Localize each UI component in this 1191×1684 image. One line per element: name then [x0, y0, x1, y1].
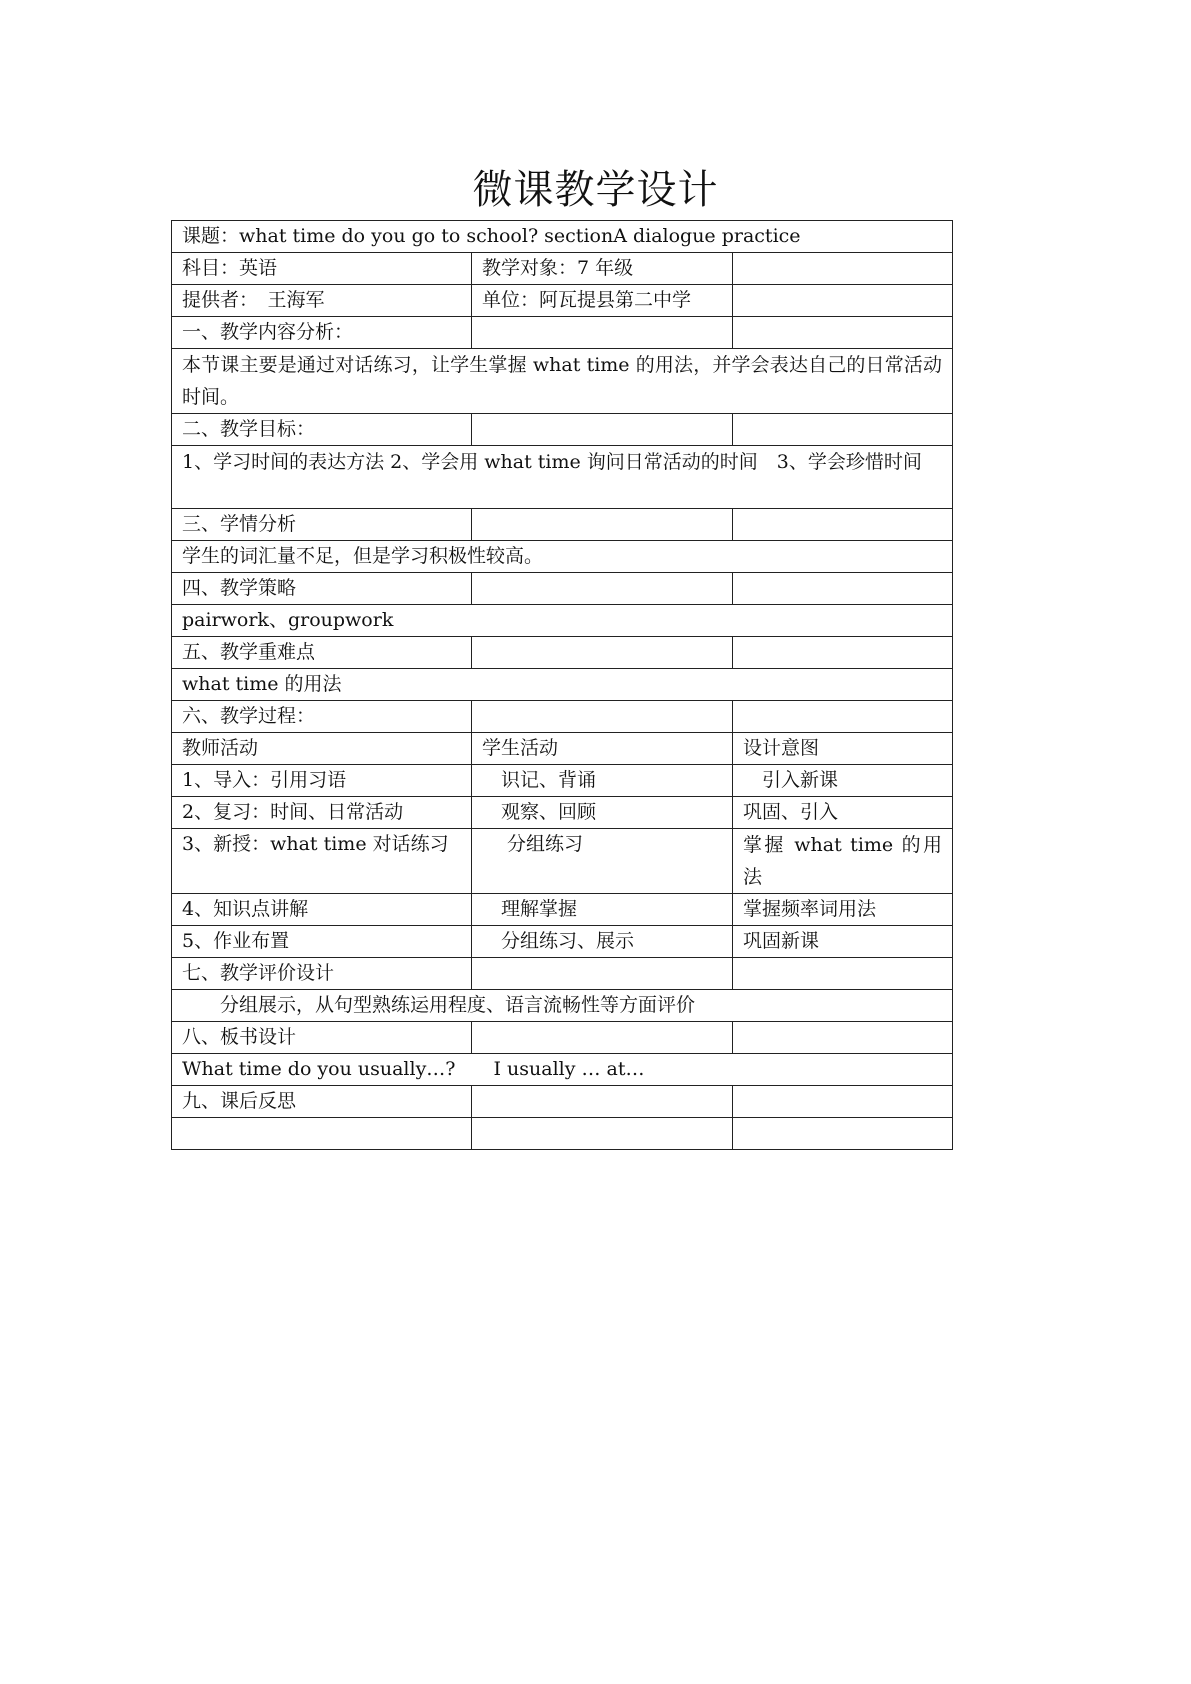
table-cell: What time do you usually…? I usually … at… — [172, 1054, 953, 1086]
table-cell: 1、导入：引用习语 — [172, 765, 472, 797]
table-row — [172, 446, 953, 509]
table-cell: 本节课主要是通过对话练习，让学生掌握 what time 的用法，并学会表达自己的日常活动时间。 — [172, 349, 953, 414]
table-cell: 分组展示，从句型熟练运用程度、语言流畅性等方面评价 — [172, 990, 953, 1022]
table-row — [172, 669, 953, 701]
table-row — [172, 637, 953, 669]
table-row — [172, 1118, 953, 1150]
table-cell — [733, 414, 953, 446]
table-cell: 学生活动 — [472, 733, 733, 765]
table-cell: 识记、背诵 — [472, 765, 733, 797]
table-cell: 五、教学重难点 — [172, 637, 472, 669]
table-cell: 分组练习、展示 — [472, 926, 733, 958]
table-row — [172, 829, 953, 894]
page-title: 微课教学设计 — [472, 167, 719, 213]
table-cell — [733, 317, 953, 349]
table-cell — [472, 701, 733, 733]
table-row — [172, 541, 953, 573]
table-row — [172, 1054, 953, 1086]
table-cell — [472, 414, 733, 446]
table-cell: 观察、回顾 — [472, 797, 733, 829]
table-cell: 二、教学目标： — [172, 414, 472, 446]
table-cell: 四、教学策略 — [172, 573, 472, 605]
table-cell — [733, 637, 953, 669]
table-cell — [733, 701, 953, 733]
table-cell — [472, 317, 733, 349]
table-row — [172, 1022, 953, 1054]
table-cell: 七、教学评价设计 — [172, 958, 472, 990]
table-cell: 引入新课 — [733, 765, 953, 797]
table-cell: 提供者： 王海军 — [172, 285, 472, 317]
table-row — [172, 509, 953, 541]
lesson-design-table — [171, 220, 953, 1150]
table-cell: 1、学习时间的表达方法 2、学会用 what time 询问日常活动的时间 3、学会珍惜时间 — [172, 446, 953, 509]
table-cell — [733, 509, 953, 541]
table-cell: what time 的用法 — [172, 669, 953, 701]
table-row — [172, 765, 953, 797]
table-cell: 5、作业布置 — [172, 926, 472, 958]
table-row — [172, 573, 953, 605]
table-cell: 单位：阿瓦提县第二中学 — [472, 285, 733, 317]
table-cell — [172, 1118, 472, 1150]
table-cell — [733, 1086, 953, 1118]
table-cell: 八、板书设计 — [172, 1022, 472, 1054]
table-cell: 4、知识点讲解 — [172, 894, 472, 926]
table-row — [172, 797, 953, 829]
table-cell — [472, 1022, 733, 1054]
table-row — [172, 733, 953, 765]
table-cell — [472, 573, 733, 605]
table-row — [172, 317, 953, 349]
table-row — [172, 414, 953, 446]
table-cell: 掌握 what time 的用法 — [733, 829, 953, 894]
table-row — [172, 1086, 953, 1118]
table-cell — [472, 1086, 733, 1118]
table-row — [172, 990, 953, 1022]
table-cell: 掌握频率词用法 — [733, 894, 953, 926]
table-row — [172, 221, 953, 253]
table-cell: 三、学情分析 — [172, 509, 472, 541]
table-cell — [733, 285, 953, 317]
table-cell: 九、课后反思 — [172, 1086, 472, 1118]
table-cell — [472, 1118, 733, 1150]
table-cell — [733, 253, 953, 285]
table-cell — [733, 573, 953, 605]
table-row — [172, 958, 953, 990]
table-cell: 科目：英语 — [172, 253, 472, 285]
table-cell — [733, 1022, 953, 1054]
table-cell: 分组练习 — [472, 829, 733, 894]
table-cell: 教师活动 — [172, 733, 472, 765]
table-row — [172, 605, 953, 637]
table-row — [172, 926, 953, 958]
table-cell: 巩固新课 — [733, 926, 953, 958]
table-row — [172, 894, 953, 926]
table-cell — [472, 509, 733, 541]
table-cell: 理解掌握 — [472, 894, 733, 926]
table-cell — [733, 1118, 953, 1150]
table-row — [172, 253, 953, 285]
table-cell: 六、教学过程： — [172, 701, 472, 733]
table-cell: 2、复习：时间、日常活动 — [172, 797, 472, 829]
table-cell: 巩固、引入 — [733, 797, 953, 829]
table-row — [172, 701, 953, 733]
table-cell: 一、教学内容分析： — [172, 317, 472, 349]
table-cell: pairwork、groupwork — [172, 605, 953, 637]
table-cell: 3、新授：what time 对话练习 — [172, 829, 472, 894]
table-cell — [733, 958, 953, 990]
table-cell — [472, 958, 733, 990]
table-cell: 课题：what time do you go to school? sectionA dialogue practice — [172, 221, 953, 253]
table-cell: 学生的词汇量不足，但是学习积极性较高。 — [172, 541, 953, 573]
table-cell — [472, 637, 733, 669]
table-row — [172, 285, 953, 317]
table-row — [172, 349, 953, 414]
table-cell: 教学对象：7 年级 — [472, 253, 733, 285]
table-cell: 设计意图 — [733, 733, 953, 765]
